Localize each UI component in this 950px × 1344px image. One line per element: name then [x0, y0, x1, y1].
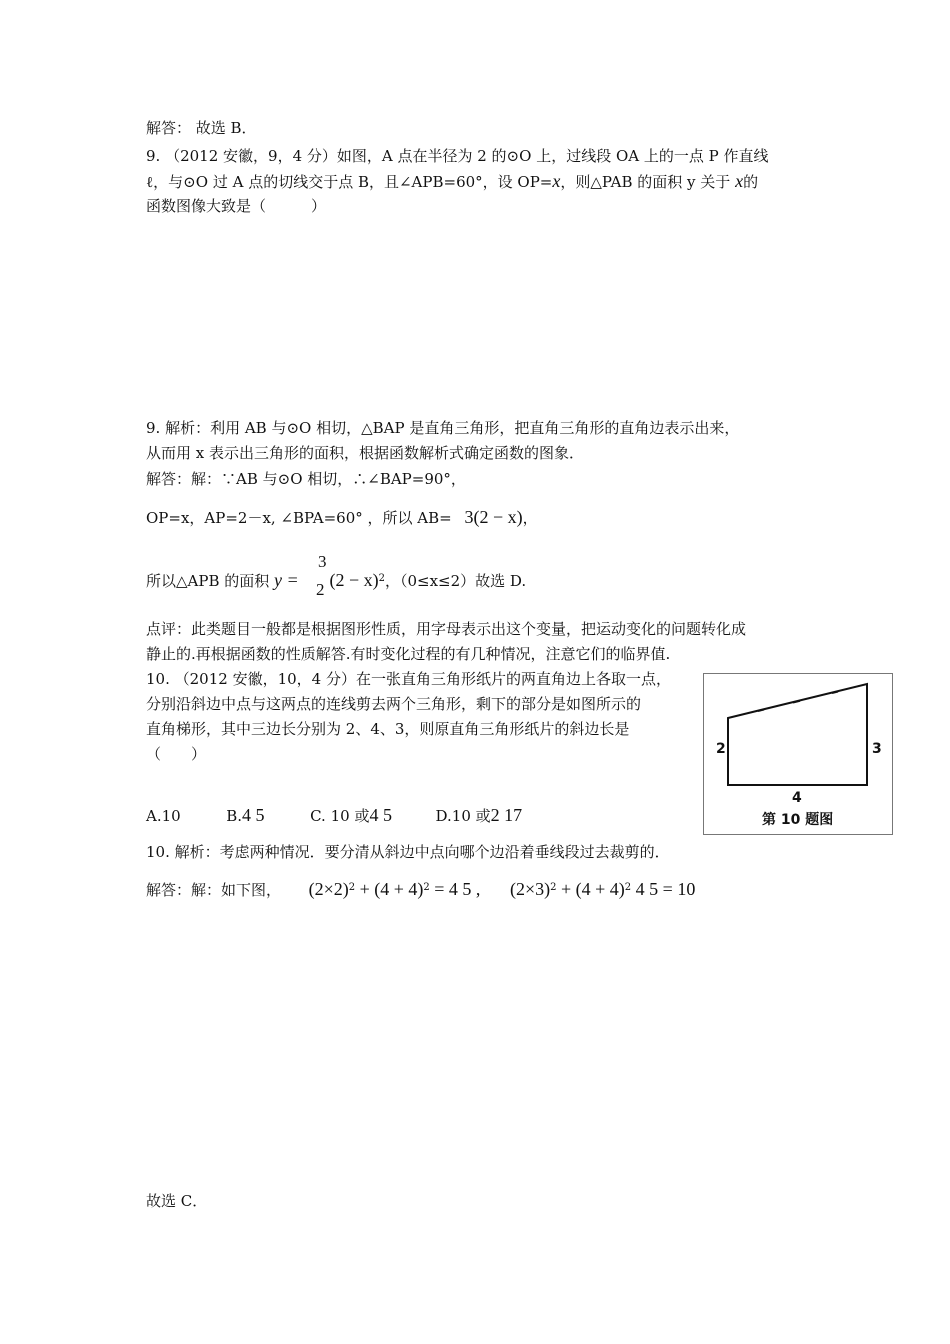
q9-line2c: 的: [743, 173, 759, 191]
a10-solution-prefix: 解答：解：如下图，: [146, 881, 282, 899]
figure-label-right: 3: [872, 741, 882, 757]
q9-line2a: ℓ，与⊙O 过 A 点的切线交于点 B，且∠APB=60°，设 OP=: [146, 173, 553, 191]
figure-label-left: 2: [716, 741, 726, 757]
a9-solution-line2a: OP=x，AP=2－x, ∠BPA=60° ，所以 AB=: [146, 509, 452, 527]
a9-area-line: [146, 569, 526, 591]
q10-line4: （ ）: [146, 745, 207, 763]
q9-var-x: x: [552, 171, 561, 191]
a10-eq1-part1: (2×2): [308, 879, 349, 899]
a9-fraction-denominator: 2: [316, 580, 325, 599]
q10-line3: 直角梯形，其中三边长分别为 2、4、3，则原直角三角形纸片的斜边长是: [146, 720, 630, 738]
a9-ab-expression: 3(2 − x): [464, 507, 523, 527]
a9-comment-line2: 静止的.再根据函数的性质解答.有时变化过程的有几种情况，注意它们的临界值.: [146, 645, 671, 663]
a9-analysis-line2: 从而用 x 表示出三角形的面积，根据函数解析式确定函数的图象．: [146, 444, 584, 462]
q9-line2b: ，则△PAB 的面积 y 关于: [560, 173, 731, 191]
a10-eq1-result: = 4 5 ,: [429, 879, 481, 899]
q10-option-d-label: D.10 或: [435, 807, 491, 825]
a10-analysis: 10. 解析：考虑两种情况．要分清从斜边中点向哪个边沿着垂线段过去裁剪的．: [146, 843, 670, 861]
a9-area-y: y =: [274, 570, 299, 590]
a10-eq1-pow1: 2: [348, 882, 356, 893]
q10-line2: 分别沿斜边中点与这两点的连线剪去两个三角形，剩下的部分是如图所示的: [146, 695, 642, 713]
q10-figure: [703, 673, 893, 835]
q9-line2: [146, 171, 758, 192]
q10-option-b-label: B.: [226, 807, 243, 825]
q10-line1: 10. （2012 安徽，10，4 分）在一张直角三角形纸片的两直角边上各取一点，: [146, 670, 671, 688]
a9-solution-line2: [146, 507, 538, 528]
q9-line3: 函数图像大致是（ ）: [146, 197, 327, 215]
q9-var-x2: x: [735, 171, 744, 191]
q10-options: [146, 805, 522, 826]
q10-option-c-label: C. 10 或: [310, 807, 370, 825]
a9-comment-line1: 点评：此类题目一般都是根据图形性质，用字母表示出这个变量，把运动变化的问题转化成: [146, 620, 747, 638]
figure-caption: 第 10 题图: [762, 812, 834, 828]
a10-eq2-part1: (2×3): [509, 879, 551, 899]
a10-eq1-pow2: 2: [423, 882, 430, 893]
q10-option-d-value: 2 17: [490, 805, 523, 825]
q10-option-a: A.10: [146, 807, 181, 825]
trapezoid-shape: [728, 684, 867, 785]
a10-eq2-pow1: 2: [550, 882, 557, 893]
a9-analysis-line1: 9. 解析：利用 AB 与⊙O 相切，△BAP 是直角三角形，把直角三角形的直角边表示出来，: [146, 419, 740, 437]
answer-line-8: 解答： 故选 B．: [146, 119, 257, 137]
a9-area-suffix: ，（0≤x≤2）故选 D.: [384, 572, 527, 590]
figure-label-bottom: 4: [792, 790, 802, 806]
a9-area-expr: (2 − x): [329, 570, 379, 590]
q9-line1: 9. （2012 安徽，9，4 分）如图，A 点在半径为 2 的⊙O 上，过线段 OA 上的一点 P 作直线: [146, 147, 769, 165]
a9-fraction-numerator: 3: [318, 552, 327, 571]
a9-area-pow: 2: [378, 573, 385, 584]
a10-eq2-pow2: 2: [624, 882, 632, 893]
a10-eq2-result: 4 5 = 10: [631, 879, 696, 899]
a10-conclusion: 故选 C．: [146, 1192, 208, 1210]
q10-option-b-value: 4 5: [242, 805, 265, 825]
a9-solution-line1: 解答：解：∵AB 与⊙O 相切，∴∠BAP=90°，: [146, 470, 466, 488]
a9-area-prefix: 所以△APB 的面积: [146, 572, 270, 590]
a10-solution: [146, 878, 695, 900]
a10-eq2-part2: + (4 + 4): [556, 879, 625, 899]
a9-solution-line2b: ，: [522, 509, 538, 527]
q10-option-c-value: 4 5: [369, 805, 392, 825]
a10-eq1-part2: + (4 + 4): [355, 879, 424, 899]
